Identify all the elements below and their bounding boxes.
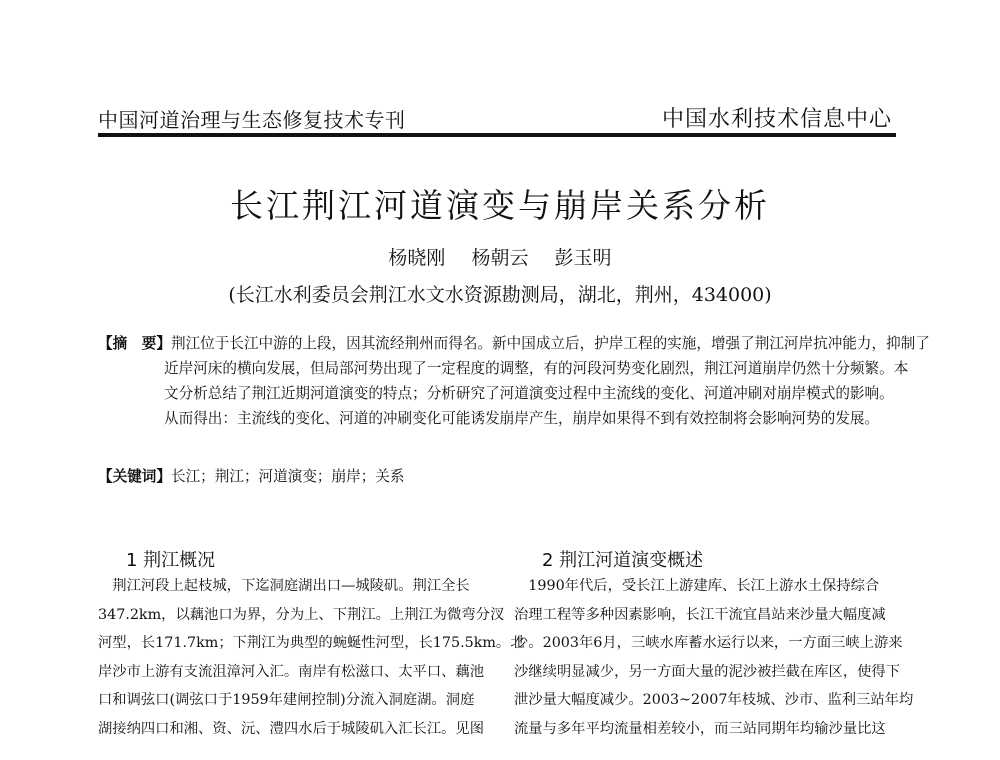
section-body (98, 572, 525, 743)
section-1 (98, 546, 525, 743)
keywords-text: 长江；荆江；河道演变；崩岸；关系 (170, 468, 405, 485)
body-line: 治理工程等多种因素影响，长江干流宜昌站来沙量大幅度减 (514, 606, 886, 623)
abstract-label: 【摘 要】 (98, 335, 171, 352)
body-line: 1990年代后，受长江上游建库、长江上游水土保持综合 (514, 578, 880, 594)
abstract (98, 331, 930, 431)
body-line: 湖接纳四口和湘、资、沅、澧四水后于城陵矶入汇长江。见图 (98, 720, 485, 737)
keywords (98, 465, 898, 486)
body-line: 少。2003年6月，三峡水库蓄水运行以来，一方面三峡上游来 (514, 635, 903, 651)
abstract-line: 文分析总结了荆江近期河道演变的特点；分析研究了河道演变过程中主流线的变化、河道冲刷对崩岸模式的影响。 (164, 385, 894, 402)
section-2 (514, 546, 914, 743)
author-list (0, 243, 1000, 270)
keywords-label: 【关键词】 (98, 468, 171, 485)
paper-title: 长江荆江河道演变与崩岸关系分析 (230, 186, 770, 225)
body-line: 347.2km，以藕池口为界，分为上、下荆江。上荆江为微弯分汊 (98, 606, 505, 623)
body-line: 河型，长171.7km；下荆江为典型的蜿蜒性河型，长175.5km。北 (98, 635, 525, 651)
publisher-name: 中国水利技术信息中心 (661, 107, 892, 132)
author: 杨晓刚 (388, 247, 446, 269)
body-line: 泄沙量大幅度减少。2003~2007年枝城、沙市、监利三站年均 (514, 692, 914, 708)
affiliation: (长江水利委员会荆江水文水资源勘测局，湖北，荆州，434000) (228, 284, 772, 306)
body-line: 荆江河段上起枝城，下迄洞庭湖出口—城陵矶。荆江全长 (98, 578, 470, 594)
section-heading: 2 荆江河道演变概述 (542, 550, 704, 571)
header-rule (98, 133, 896, 137)
author: 彭玉明 (554, 247, 612, 269)
abstract-line: 近岸河床的横向发展，但局部河势出现了一定程度的调整，有的河段河势变化剧烈，荆江河道崩岸仍然十分频繁。本 (164, 360, 909, 377)
body-line: 口和调弦口(调弦口于1959年建闸控制)分流入洞庭湖。洞庭 (98, 692, 475, 708)
body-line: 岸沙市上游有支流沮漳河入汇。南岸有松滋口、太平口、藕池 (98, 663, 485, 680)
body-line: 沙继续明显减少，另一方面大量的泥沙被拦截在库区，使得下 (514, 663, 901, 680)
section-body (514, 572, 914, 743)
abstract-line: 荆江位于长江中游的上段，因其流经荆州而得名。新中国成立后，护岸工程的实施，增强了荆江河岸抗冲能力，抑制了 (170, 335, 930, 352)
abstract-line: 从而得出：主流线的变化、河道的冲刷变化可能诱发崩岸产生，崩岸如果得不到有效控制将会影响河势的发展。 (164, 410, 880, 427)
running-header (98, 102, 896, 136)
body-line: 流量与多年平均流量相差较小，而三站同期年均输沙量比这 (514, 720, 886, 737)
author: 杨朝云 (471, 247, 529, 269)
section-heading: 1 荆江概况 (126, 550, 216, 571)
journal-name: 中国河道治理与生态修复技术专刊 (98, 108, 406, 132)
